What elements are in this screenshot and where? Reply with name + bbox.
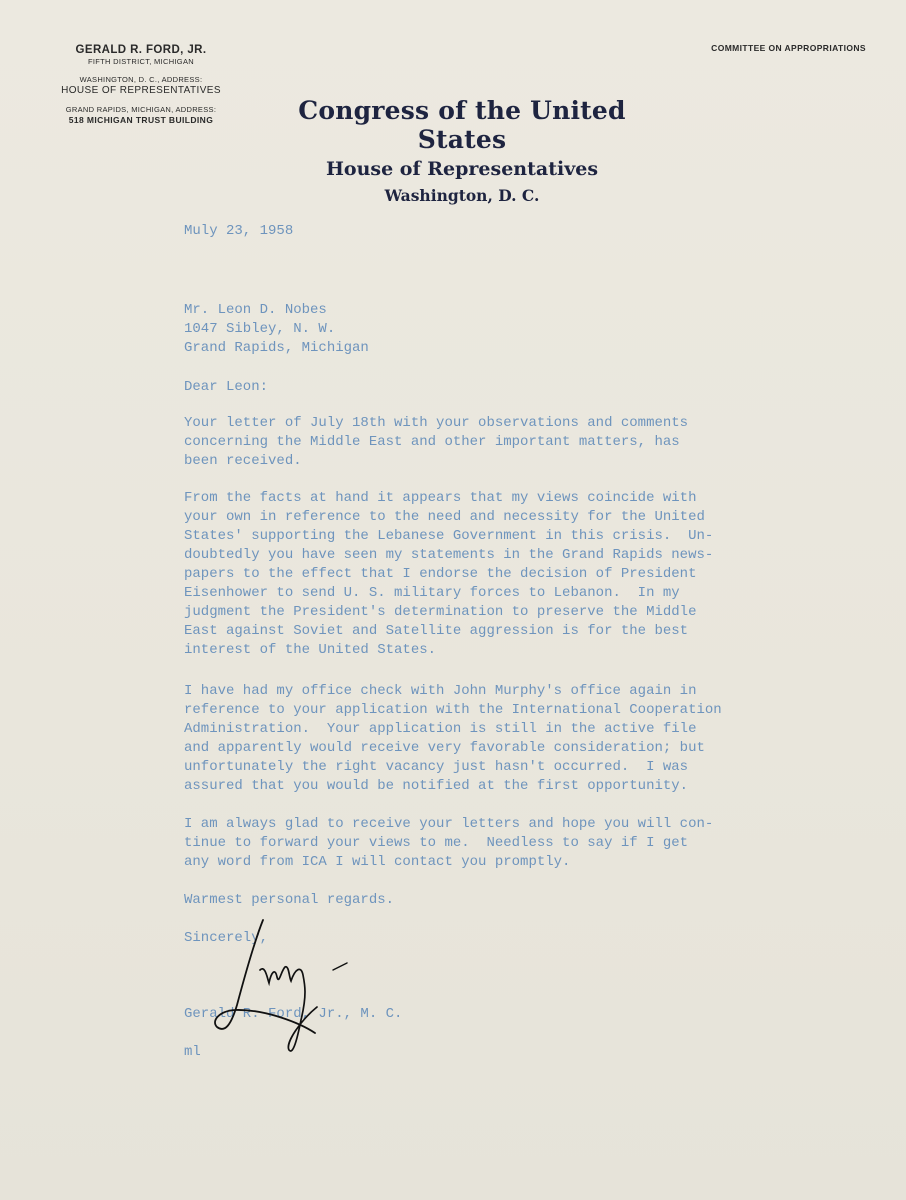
- paragraph-4: I am always glad to receive your letters and hope you will con- tinue to forward your views to me. Needless to say if I get any word from ICA I will contact you promptly.: [184, 816, 714, 870]
- masthead-congress: Congress of the United States: [298, 96, 626, 154]
- letterhead-district: FIFTH DISTRICT, MICHIGAN: [88, 57, 194, 66]
- masthead-house: House of Representatives: [325, 158, 599, 180]
- signature-stroke-3: [333, 963, 347, 970]
- recipient-street: 1047 Sibley, N. W.: [184, 321, 336, 337]
- masthead-washington: Washington, D. C.: [384, 186, 540, 205]
- letter-date: Muly 23, 1958: [184, 223, 294, 239]
- regards: Warmest personal regards.: [184, 892, 395, 908]
- letterhead-gr-address: 518 MICHIGAN TRUST BUILDING: [68, 115, 214, 125]
- salutation: Dear Leon:: [184, 379, 269, 395]
- letterhead-name: GERALD R. FORD, JR.: [75, 44, 207, 56]
- handwritten-signature: [205, 915, 355, 1065]
- recipient-city: Grand Rapids, Michigan: [184, 340, 369, 356]
- signature-stroke-2: [260, 967, 317, 1051]
- paragraph-2: From the facts at hand it appears that my views coincide with your own in reference to the need and necessity for the United States' supporting the Lebanese Government in this crisis. Un- doubtedly you have seen my statements in the Grand Rapids news- papers to the effect that I endorse the decision of President Eisenhower to send U. S. military forces to Lebanon. In my judgment the President's determination to preserve the Middle East against Soviet and Satellite aggression is for the best interest of the United States.: [184, 490, 714, 658]
- letterhead-dc-address: HOUSE OF REPRESENTATIVES: [61, 85, 221, 96]
- letterhead-left-block: [56, 44, 226, 125]
- paragraph-1: Your letter of July 18th with your observations and comments concerning the Middle East and other important matters, has been received.: [184, 415, 689, 469]
- letterhead-dc-label: WASHINGTON, D. C., ADDRESS:: [79, 75, 203, 84]
- closing: Sincerely,: [184, 930, 269, 946]
- letterhead-committee: COMMITTEE ON APPROPRIATIONS: [711, 43, 866, 53]
- signer-name: Gerald R. Ford, Jr., M. C.: [184, 1006, 403, 1022]
- letterhead-gr-label: GRAND RAPIDS, MICHIGAN, ADDRESS:: [65, 105, 217, 114]
- recipient-name: Mr. Leon D. Nobes: [184, 302, 327, 318]
- signature-stroke-1: [215, 920, 315, 1033]
- typist-initials: ml: [184, 1044, 201, 1060]
- paragraph-3: I have had my office check with John Murphy's office again in reference to your application with the International Cooperation Administration. Your application is still in the active file and apparently would receive very favorable consideration; but unfortunately the right vacancy just hasn't occurred. I was assured that you would be notified at the first opportunity.: [184, 683, 722, 794]
- masthead: [272, 96, 652, 205]
